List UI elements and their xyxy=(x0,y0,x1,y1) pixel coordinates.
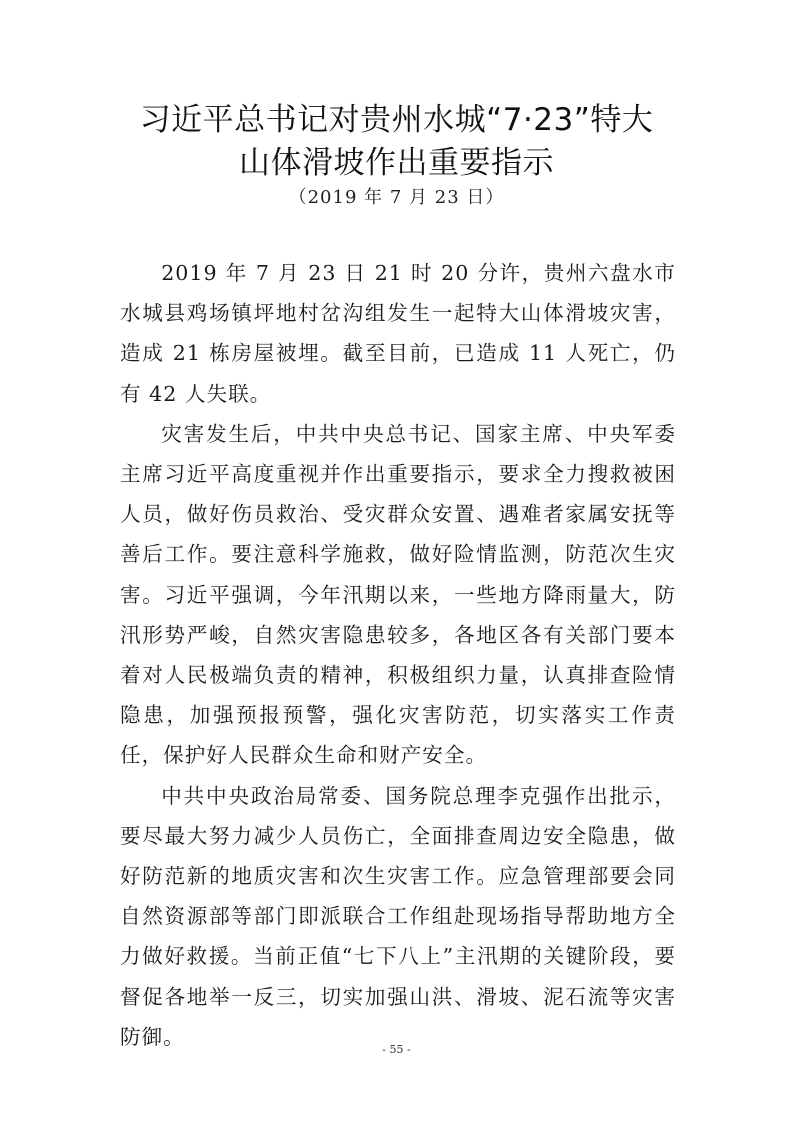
paragraph-3: 中共中央政治局常委、国务院总理李克强作出批示，要尽最大努力减少人员伤亡，全面排查周边安全隐患，做好防范新的地质灾害和次生灾害工作。应急管理部要会同自然资源部等部门即派联合工作组赴现场指导帮助地方全力做好救援。当前正值“七下八上”主汛期的关键阶段，要督促各地举一反三，切实加强山洪、滑坡、泥石流等灾害防御。 xyxy=(120,783,676,1049)
document-date: （2019 年 7 月 23 日） xyxy=(288,187,505,208)
paragraph-1: 2019 年 7 月 23 日 21 时 20 分许，贵州六盘水市水城县鸡场镇坪地村岔沟组发生一起特大山体滑坡灾害，造成 21 栋房屋被埋。截至目前，已造成 11 人死亡，仍有 42 人失联。 xyxy=(120,261,676,406)
document-title-line-1: 习近平总书记对贵州水城“7·23”特大 xyxy=(139,102,654,138)
page-number: - 55 - xyxy=(382,1043,411,1056)
document-body xyxy=(120,253,676,1057)
paragraph-2: 灾害发生后，中共中央总书记、国家主席、中央军委主席习近平高度重视并作出重要指示，要求全力搜救被困人员，做好伤员救治、受灾群众安置、遇难者家属安抚等善后工作。要注意科学施救，做好险情监测，防范次生灾害。习近平强调，今年汛期以来，一些地方降雨量大，防汛形势严峻，自然灾害隐患较多，各地区各有关部门要本着对人民极端负责的精神，积极组织力量，认真排查险情隐患，加强预报预警，强化灾害防范，切实落实工作责任，保护好人民群众生命和财产安全。 xyxy=(120,421,676,768)
document-title-line-2: 山体滑坡作出重要指示 xyxy=(239,145,554,181)
